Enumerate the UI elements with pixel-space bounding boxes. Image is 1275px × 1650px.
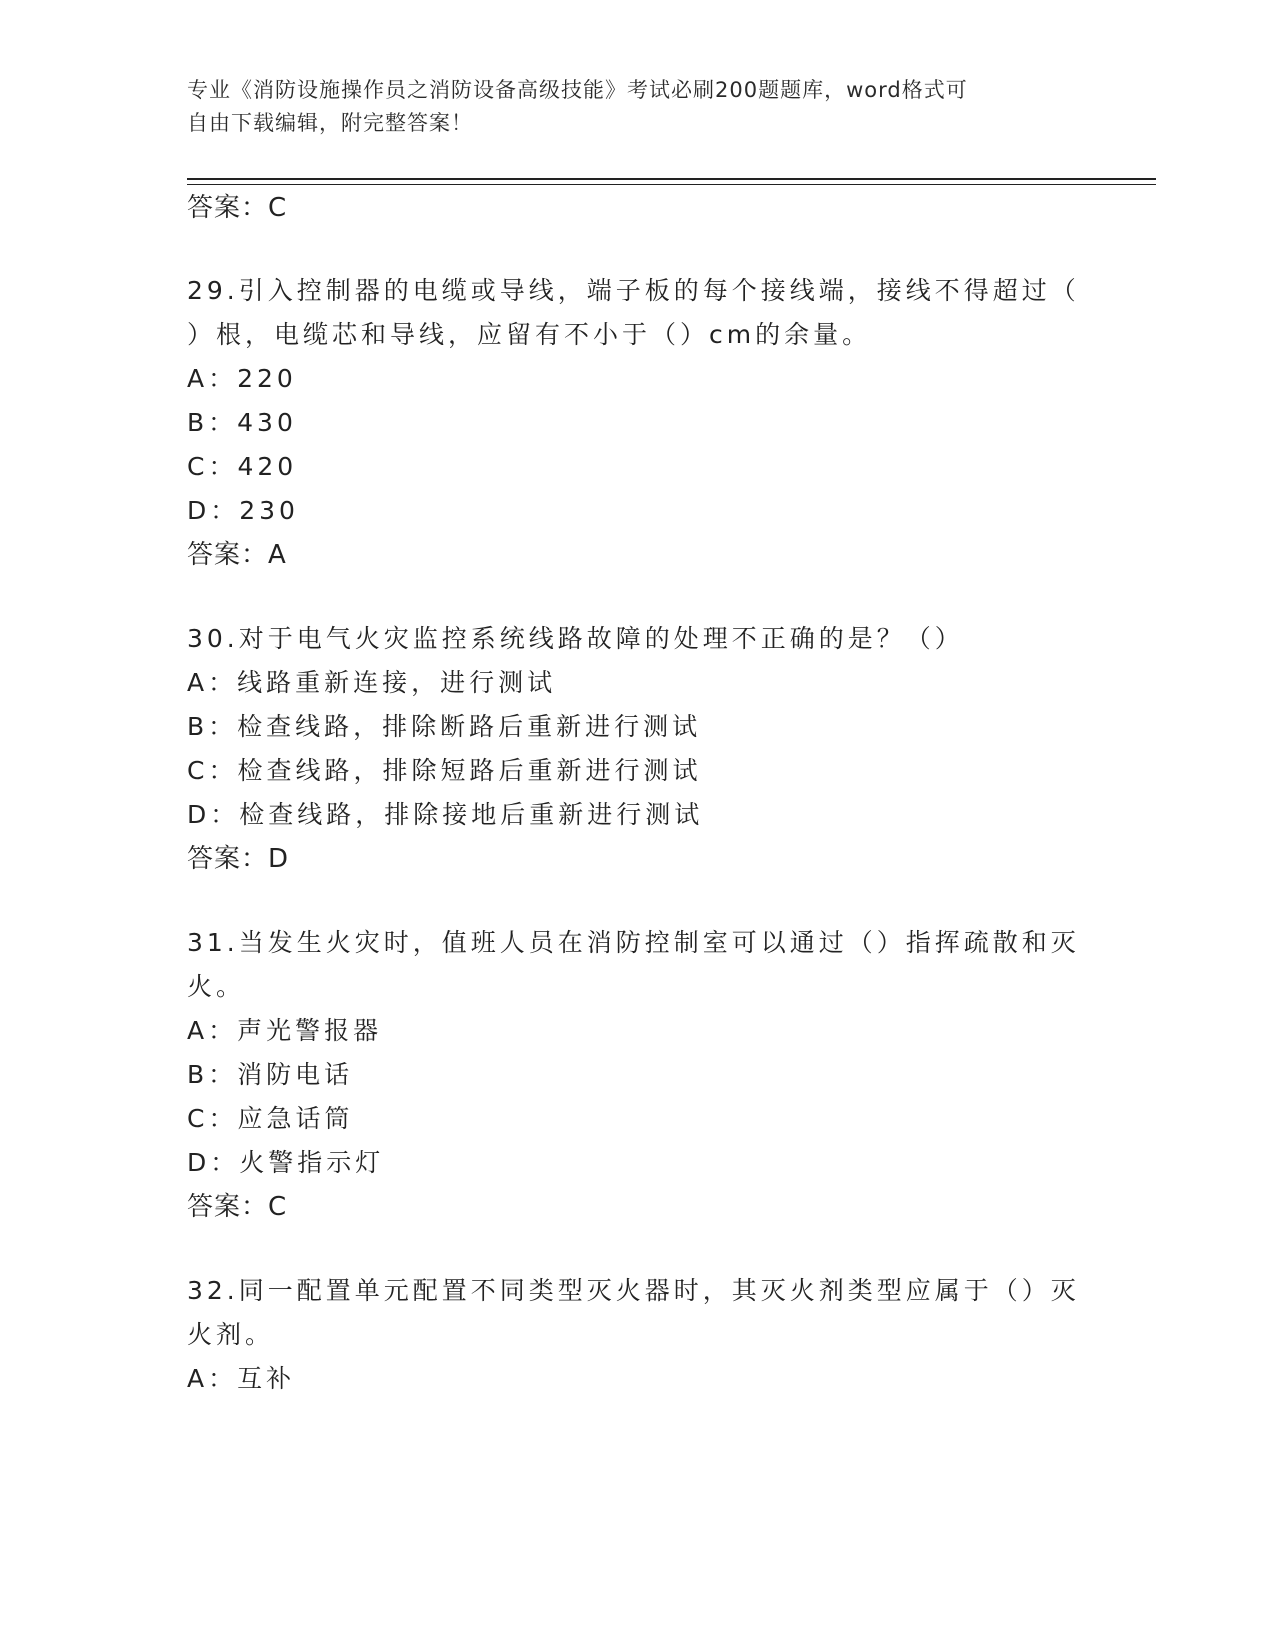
header-line-1: 专业《消防设施操作员之消防设备高级技能》考试必刷200题题库，word格式可 [187, 78, 968, 102]
question-stem: 32.同一配置单元配置不同类型灭火器时，其灭火剂类型应属于（）灭 [187, 1276, 1080, 1305]
question-stem: 31.当发生火灾时，值班人员在消防控制室可以通过（）指挥疏散和灭 [187, 928, 1080, 957]
option-a: A：互补 [187, 1364, 296, 1393]
option-c: C：检查线路，排除短路后重新进行测试 [187, 756, 702, 785]
question-stem: ）根，电缆芯和导线，应留有不小于（）cm的余量。 [187, 320, 872, 349]
option-c: C：420 [187, 452, 298, 481]
option-a: A：线路重新连接，进行测试 [187, 668, 557, 697]
option-d: D：230 [187, 496, 299, 525]
answer: 答案：D [187, 844, 290, 874]
question-stem: 29.引入控制器的电缆或导线，端子板的每个接线端，接线不得超过（ [187, 276, 1080, 305]
answer: 答案：C [187, 1192, 288, 1222]
option-b: B：检查线路，排除断路后重新进行测试 [187, 712, 702, 741]
header-text [187, 74, 1067, 140]
option-c: C：应急话筒 [187, 1104, 354, 1133]
answer: 答案：A [187, 540, 287, 570]
option-d: D：火警指示灯 [187, 1148, 385, 1177]
answer-28: 答案：C [187, 193, 288, 223]
option-a: A：220 [187, 364, 297, 393]
option-a: A：声光警报器 [187, 1016, 383, 1045]
question-stem: 火。 [187, 972, 246, 1001]
question-stem: 火剂。 [187, 1320, 275, 1349]
option-b: B：430 [187, 408, 297, 437]
option-d: D：检查线路，排除接地后重新进行测试 [187, 800, 704, 829]
option-b: B：消防电话 [187, 1060, 354, 1089]
header-rule-thin [187, 184, 1156, 185]
question-stem: 30.对于电气火灾监控系统线路故障的处理不正确的是？（） [187, 624, 964, 653]
header-rule-thick [187, 178, 1156, 180]
header-line-2: 自由下载编辑，附完整答案！ [187, 111, 473, 135]
